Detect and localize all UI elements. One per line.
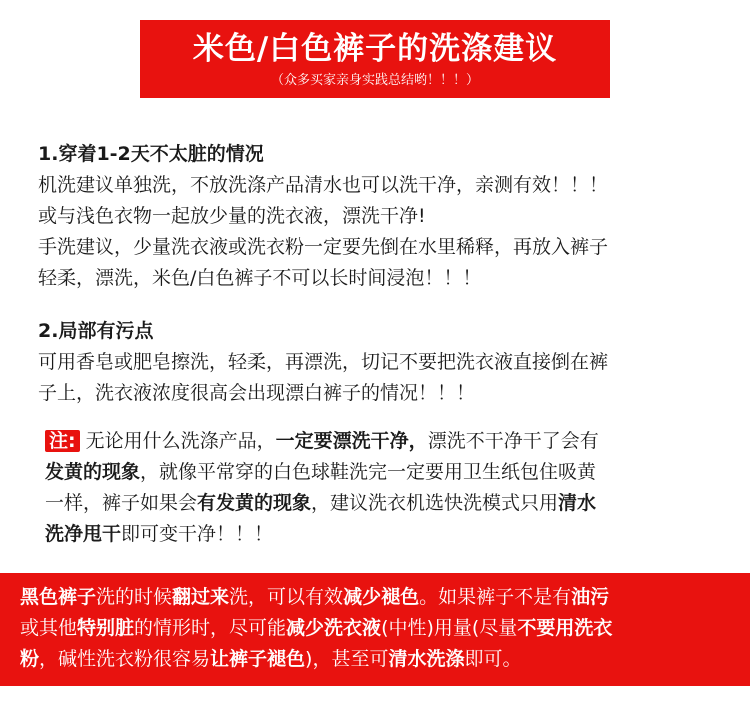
- note-text: ，建议洗衣机选快洗模式只用: [311, 492, 559, 514]
- section-line: 机洗建议单独洗，不放洗涤产品清水也可以洗干净，亲测有效！！！: [38, 174, 609, 196]
- note-emphasis: 发黄的现象: [45, 461, 141, 483]
- note-emphasis: 洗净甩干: [45, 523, 122, 545]
- section-line: 或与浅色衣物一起放少量的洗衣液，漂洗干净!: [38, 205, 426, 227]
- section-light-wear: [38, 139, 728, 294]
- section-heading: 2.局部有污点: [38, 320, 154, 342]
- note-tag: 注:: [45, 430, 80, 452]
- note-emphasis: 清水: [558, 492, 597, 514]
- banner-emphasis: 让裤子褪色: [210, 648, 306, 670]
- note-text: ，就像平常穿的白色球鞋洗完一定要用卫生纸包住吸黄: [140, 461, 597, 483]
- section-heading: 1.穿着1-2天不太脏的情况: [38, 143, 264, 165]
- banner-text: 的情形时，尽可能: [134, 617, 287, 639]
- banner-line: [20, 644, 750, 675]
- banner-emphasis: 黑色裤子: [20, 586, 97, 608]
- note-line: [45, 488, 725, 519]
- note-emphasis: 有发黄的现象: [197, 492, 312, 514]
- banner-line: [20, 582, 750, 613]
- note-line: [45, 457, 725, 488]
- banner-emphasis: 粉: [20, 648, 40, 670]
- section-spot-stains: [38, 316, 728, 409]
- note-text: 漂洗不干净干了会有: [427, 430, 599, 452]
- banner-emphasis: 特别脏: [77, 617, 135, 639]
- page-subtitle: （众多买家亲身实践总结哟！！！）: [270, 73, 479, 88]
- note-line: [45, 519, 725, 550]
- banner-text: (中性)用量(尽量: [381, 617, 518, 639]
- section-line: 轻柔，漂洗，米色/白色裤子不可以长时间浸泡！！！: [38, 267, 482, 289]
- page-title: 米色/白色裤子的洗涤建议: [192, 31, 558, 67]
- section-line: 可用香皂或肥皂擦洗，轻柔，再漂洗，切记不要把洗衣液直接倒在裤: [38, 351, 609, 373]
- note-text: 即可变干净！！！: [121, 523, 274, 545]
- banner-emphasis: 减少褪色: [343, 586, 420, 608]
- note-text: 无论用什么洗涤产品，: [85, 430, 276, 452]
- banner-text: 。如果裤子不是有: [419, 586, 572, 608]
- banner-text: 即可。: [464, 648, 522, 670]
- banner-emphasis: 不要用洗衣: [517, 617, 613, 639]
- banner-emphasis: 油污: [571, 586, 610, 608]
- note-line: [45, 426, 725, 457]
- note-text: 一样，裤子如果会: [45, 492, 198, 514]
- banner-line: [20, 613, 750, 644]
- note-block: [45, 426, 725, 550]
- section-line: 子上，洗衣液浓度很高会出现漂白裤子的情况！！！: [38, 382, 476, 404]
- note-emphasis: 一定要漂洗干净，: [275, 430, 428, 452]
- banner-text: 洗，可以有效: [229, 586, 344, 608]
- banner-text: )，甚至可: [305, 648, 389, 670]
- banner-emphasis: 减少洗衣液: [286, 617, 382, 639]
- banner-text: 或其他: [20, 617, 78, 639]
- banner-emphasis: 翻过来: [172, 586, 230, 608]
- section-line: 手洗建议，少量洗衣液或洗衣粉一定要先倒在水里稀释，再放入裤子: [38, 236, 609, 258]
- banner-text: ，碱性洗衣粉很容易: [39, 648, 211, 670]
- title-banner: [140, 20, 610, 98]
- banner-emphasis: 清水洗涤: [388, 648, 465, 670]
- dark-pants-banner: [0, 573, 750, 686]
- banner-text: 洗的时候: [96, 586, 173, 608]
